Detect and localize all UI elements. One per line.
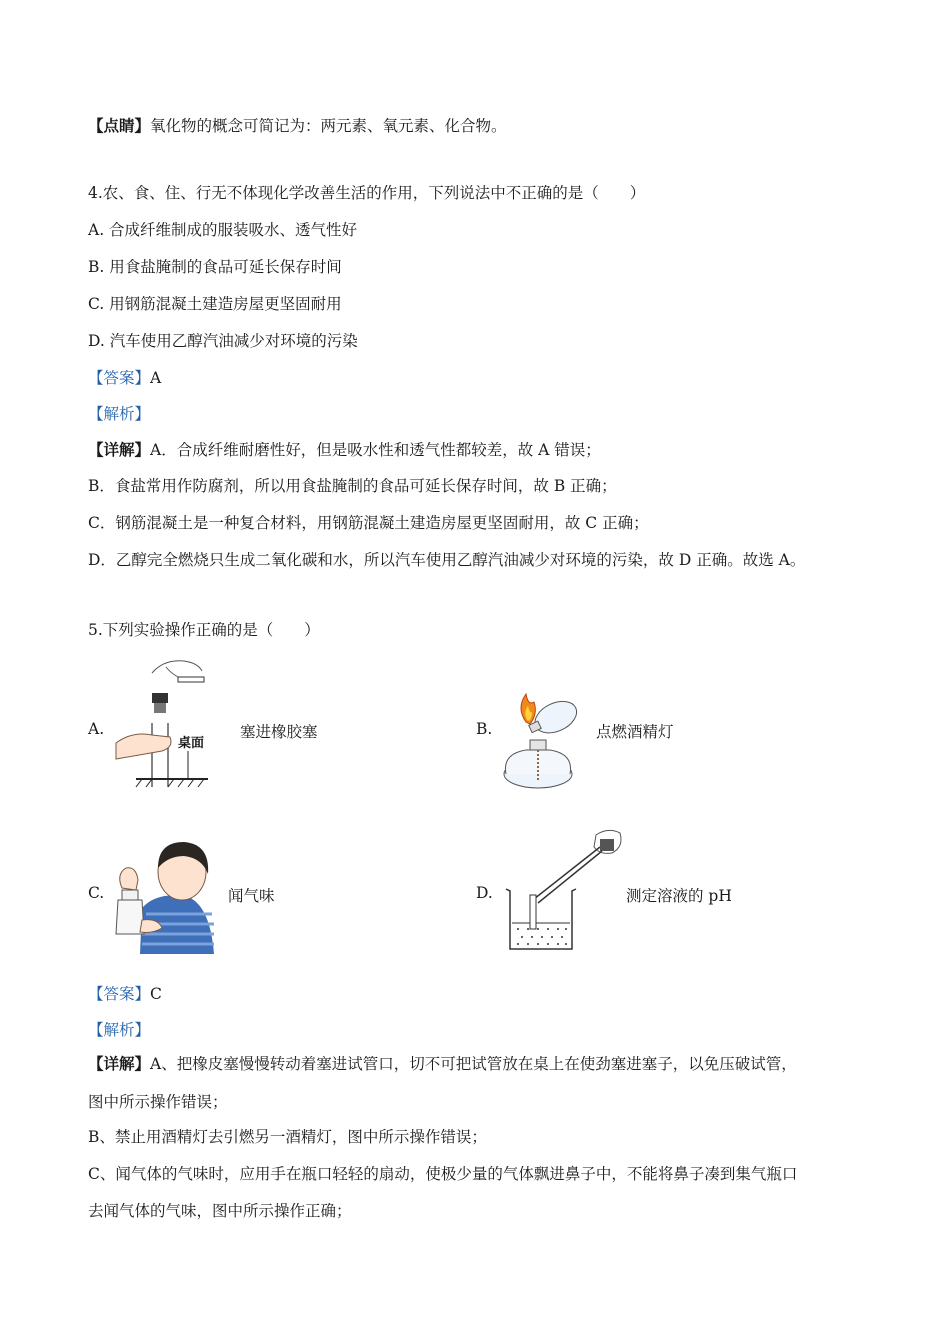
q4-detail-d: D．乙醇完全燃烧只生成二氧化碳和水，所以汽车使用乙醇汽油减少对环境的污染，故 D 正确。故选 A。 — [88, 551, 806, 569]
q4-option-b: B. 用食盐腌制的食品可延长保存时间 — [88, 258, 342, 276]
q4-stem: 4.农、食、住、行无不体现化学改善生活的作用，下列说法中不正确的是（ ） — [88, 184, 646, 202]
q5-stem: 5.下列实验操作正确的是（ ） — [88, 621, 320, 639]
q5-figure-a-text: 桌面 — [178, 736, 205, 751]
q5-option-a-label: A. — [88, 720, 105, 738]
q5-analysis-tag: 【解析】 — [88, 1021, 151, 1039]
tip-tag: 【点睛】 — [88, 116, 151, 135]
q4-detail-tag: 【详解】 — [88, 440, 151, 459]
q5-figure-d — [496, 825, 626, 953]
q4-answer-tag: 【答案】 — [88, 369, 151, 387]
q4-option-a: A. 合成纤维制成的服装吸水、透气性好 — [88, 221, 358, 239]
q5-detail-tag: 【详解】 — [88, 1054, 151, 1073]
q5-detail-c: C、闻气体的气味时，应用手在瓶口轻轻的扇动，使极少量的气体飘进鼻子中，不能将鼻子凑到集气瓶口 — [88, 1165, 798, 1183]
q4-detail-c: C．钢筋混凝土是一种复合材料，用钢筋混凝土建造房屋更坚固耐用，故 C 正确； — [88, 514, 649, 532]
q4-detail-b: B．食盐常用作防腐剂，所以用食盐腌制的食品可延长保存时间，故 B 正确； — [88, 477, 617, 495]
tip-line — [88, 116, 507, 136]
q4-detail-1 — [88, 440, 601, 460]
q5-detail-b: B、禁止用酒精灯去引燃另一酒精灯，图中所示操作错误； — [88, 1128, 487, 1146]
q5-detail-c-cont: 去闻气体的气味，图中所示操作正确； — [88, 1202, 352, 1220]
tip-text: 氧化物的概念可简记为：两元素、氧元素、化合物。 — [150, 117, 507, 135]
q5-option-b-label: B. — [476, 720, 493, 738]
q5-answer-line — [88, 984, 162, 1004]
q5-answer-tag: 【答案】 — [88, 985, 151, 1003]
q5-detail-1 — [88, 1054, 797, 1074]
q5-figure-c — [112, 838, 218, 954]
q4-option-d: D. 汽车使用乙醇汽油减少对环境的污染 — [88, 332, 358, 350]
q5-option-a-caption: 塞进橡胶塞 — [240, 723, 318, 741]
q5-figure-a — [112, 655, 208, 790]
q4-analysis-tag: 【解析】 — [88, 405, 151, 423]
q4-answer: A — [150, 369, 162, 387]
q5-option-b-caption: 点燃酒精灯 — [596, 723, 674, 741]
q5-figure-b — [492, 688, 588, 792]
q4-detail-a: A．合成纤维耐磨性好，但是吸水性和透气性都较差，故 A 错误； — [150, 441, 601, 459]
q5-option-d-caption: 测定溶液的 pH — [626, 887, 732, 905]
q5-option-c-label: C. — [88, 884, 105, 902]
q4-option-c: C. 用钢筋混凝土建造房屋更坚固耐用 — [88, 295, 342, 313]
q4-answer-line — [88, 368, 161, 388]
q5-detail-a-cont: 图中所示操作错误； — [88, 1093, 228, 1111]
q5-answer: C — [150, 985, 162, 1003]
q5-option-c-caption: 闻气味 — [228, 887, 275, 905]
q5-detail-a: A、把橡皮塞慢慢转动着塞进试管口，切不可把试管放在桌上在使劲塞进塞子，以免压破试管， — [150, 1055, 797, 1073]
q5-option-d-label: D. — [476, 884, 493, 902]
